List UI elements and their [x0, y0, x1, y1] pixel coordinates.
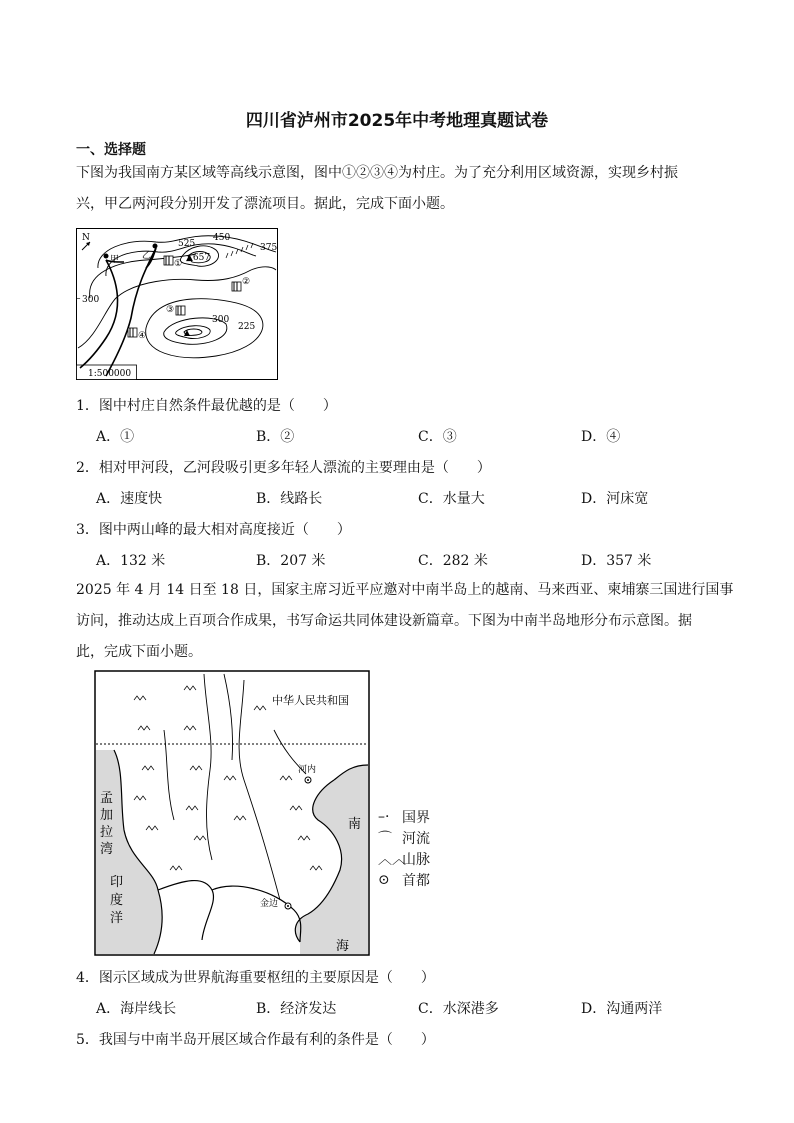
bay-label-1: 孟 [100, 791, 114, 806]
indochina-map [94, 670, 370, 956]
option-a[interactable]: A．海岸线长 [96, 1001, 177, 1017]
page-title: 四川省泸州市2025年中考地理真题试卷 [245, 111, 549, 131]
river-label-yi: 乙 [142, 251, 152, 261]
river-icon: ⌒ [378, 830, 392, 847]
question-4: 4．图示区域成为世界航海重要枢纽的主要原因是（ ） [76, 970, 435, 986]
village-1-label: ① [174, 259, 183, 269]
mountain-icon: ︿︿ [378, 851, 406, 868]
option-c[interactable]: C．水深港多 [418, 1001, 499, 1017]
contour-label-525: 525 [178, 239, 196, 249]
capital-icon: ⊙ [378, 871, 390, 888]
contour-label-300-right: 300 [212, 315, 230, 325]
option-d[interactable]: D．④ [581, 429, 621, 445]
river-label-jia: 甲 [110, 255, 120, 265]
intro-line: 兴，甲乙两河段分别开发了漂流项目。据此，完成下面小题。 [76, 196, 454, 212]
village-2-label: ② [242, 277, 251, 287]
question-5: 5．我国与中南半岛开展区域合作最有利的条件是（ ） [76, 1032, 435, 1048]
sea-label-2: 海 [336, 939, 350, 954]
contour-label-450: 450 [213, 233, 231, 243]
option-b[interactable]: B．线路长 [256, 491, 323, 507]
legend-mountain: 山脉 [402, 851, 430, 868]
contour-label-375: 375 [260, 243, 278, 253]
village-3-label: ③ [166, 305, 175, 315]
legend-capital: 首都 [402, 872, 430, 889]
ocean-label-1: 印 [110, 875, 124, 890]
border-icon: –· [378, 808, 390, 825]
map-legend [378, 806, 430, 890]
option-d[interactable]: D．357 米 [581, 553, 652, 569]
ocean-label-2: 度 [110, 893, 124, 908]
phnompenh-label: 金边 [260, 899, 279, 909]
option-c[interactable]: C．282 米 [418, 553, 488, 569]
village-4-label: ④ [138, 331, 147, 341]
intro-line: 此，完成下面小题。 [76, 644, 202, 660]
intro-paragraph-1 [76, 158, 726, 220]
intro-paragraph-2 [76, 575, 736, 668]
ocean-label-3: 洋 [110, 911, 124, 926]
contour-label-300-left: 300 [82, 295, 100, 305]
option-d[interactable]: D．沟通两洋 [581, 1001, 663, 1017]
hanoi-label: 河内 [298, 765, 317, 775]
question-3: 3．图中两山峰的最大相对高度接近（ ） [76, 522, 351, 538]
contour-map [76, 228, 278, 380]
bay-label-2: 加 [100, 808, 114, 823]
scale-label: 1:500000 [88, 369, 132, 379]
section-heading: 一、选择题 [76, 142, 146, 158]
option-c[interactable]: C．③ [418, 429, 457, 445]
sea-label-1: 南 [348, 817, 362, 832]
intro-line: 2025 年 4 月 14 日至 18 日，国家主席习近平应邀对中南半岛上的越南、马来西亚、柬埔寨三国进行国事 [76, 582, 734, 598]
option-a[interactable]: A．132 米 [96, 553, 166, 569]
north-label: N [82, 233, 90, 243]
question-2: 2．相对甲河段，乙河段吸引更多年轻人漂流的主要理由是（ ） [76, 460, 491, 476]
option-a[interactable]: A．① [96, 429, 135, 445]
contour-label-225: 225 [238, 322, 256, 332]
legend-river: 河流 [402, 830, 430, 847]
china-label: 中华人民共和国 [272, 694, 349, 707]
intro-line: 下图为我国南方某区域等高线示意图，图中①②③④为村庄。为了充分利用区域资源，实现乡村振 [76, 165, 678, 181]
option-b[interactable]: B．② [256, 429, 295, 445]
option-c[interactable]: C．水量大 [418, 491, 485, 507]
peak-label: ▲657 [186, 253, 211, 263]
intro-line: 访问，推动达成上百项合作成果，书写命运共同体建设新篇章。下图为中南半岛地形分布示意图。据 [76, 613, 692, 629]
svg-text:–: – [76, 294, 81, 304]
legend-border: 国界 [402, 809, 430, 826]
bay-label-4: 湾 [100, 842, 114, 857]
option-a[interactable]: A．速度快 [96, 491, 163, 507]
option-b[interactable]: B．207 米 [256, 553, 326, 569]
option-b[interactable]: B．经济发达 [256, 1001, 337, 1017]
option-d[interactable]: D．河床宽 [581, 491, 649, 507]
bay-label-3: 拉 [100, 825, 114, 840]
question-1: 1．图中村庄自然条件最优越的是（ ） [76, 398, 337, 414]
